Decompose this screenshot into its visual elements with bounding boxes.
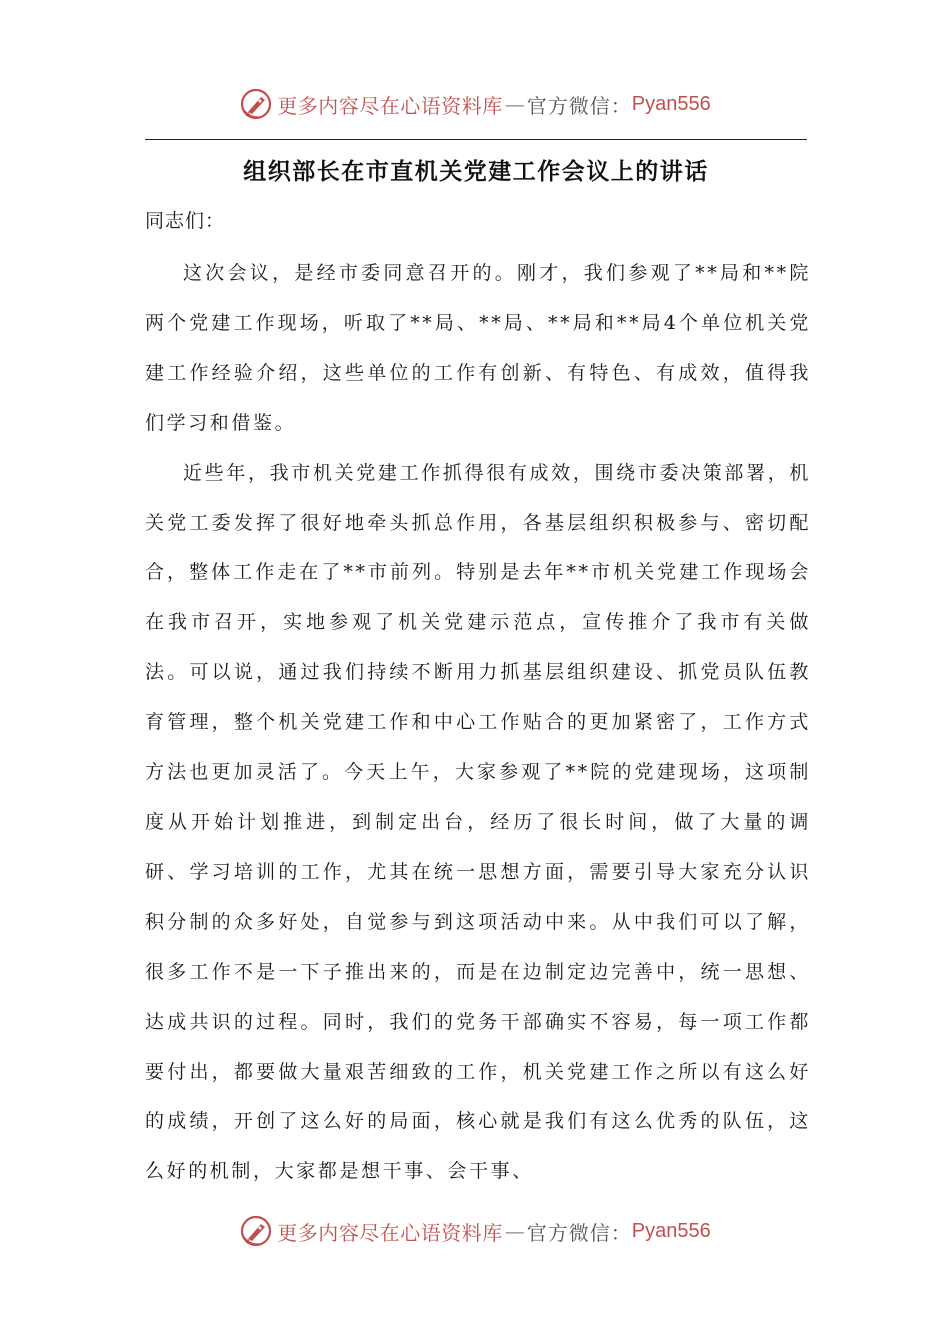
header-banner	[0, 84, 950, 124]
header-divider	[145, 139, 807, 140]
banner-wechat-id: Pyan556	[631, 1219, 711, 1242]
banner-separator: —	[504, 92, 525, 116]
paragraph-2: 近些年，我市机关党建工作抓得很有成效，围绕市委决策部署，机关党工委发挥了很好地牵头抓总作用，各基层组织积极参与、密切配合，整体工作走在了**市前列。特别是去年**市机关党建工作现场会在我市召开，实地参观了机关党建示范点，宣传推介了我市有关做法。可以说，通过我们持续不断用力抓基层组织建设、抓党员队伍教育管理，整个机关党建工作和中心工作贴合的更加紧密了，工作方式方法也更加灵活了。今天上午，大家参观了**院的党建现场，这项制度从开始计划推进，到制定出台，经历了很长时间，做了大量的调研、学习培训的工作，尤其在统一思想方面，需要引导大家充分认识积分制的众多好处，自觉参与到这项活动中来。从中我们可以了解，很多工作不是一下子推出来的，而是在边制定边完善中，统一思想、达成共识的过程。同时，我们的党务干部确实不容易，每一项工作都要付出，都要做大量艰苦细致的工作，机关党建工作之所以有这么好的成绩，开创了这么好的局面，核心就是我们有这么优秀的队伍，这么好的机制，大家都是想干事、会干事、	[145, 461, 811, 1183]
document-title: 组织部长在市直机关党建工作会议上的讲话	[243, 159, 709, 185]
footer-banner	[0, 1211, 950, 1251]
document-body	[145, 203, 811, 1197]
pen-nib-logo-icon	[239, 1214, 273, 1248]
banner-text: 更多内容尽在心语资料库	[277, 93, 503, 118]
banner-separator: —	[504, 1219, 525, 1243]
banner-wechat-id: Pyan556	[631, 92, 711, 115]
banner-wechat-label: 官方微信：	[526, 1220, 632, 1245]
pen-nib-logo-icon	[239, 87, 273, 121]
salutation: 同志们：	[145, 210, 226, 232]
paragraph-1: 这次会议，是经市委同意召开的。刚才，我们参观了**局和**院两个党建工作现场，听取了**局、**局、**局和**局4个单位机关党建工作经验介绍，这些单位的工作有创新、有特色、有成效，值得我们学习和借鉴。	[145, 262, 811, 434]
banner-wechat-label: 官方微信：	[526, 93, 632, 118]
banner-text: 更多内容尽在心语资料库	[277, 1220, 503, 1245]
